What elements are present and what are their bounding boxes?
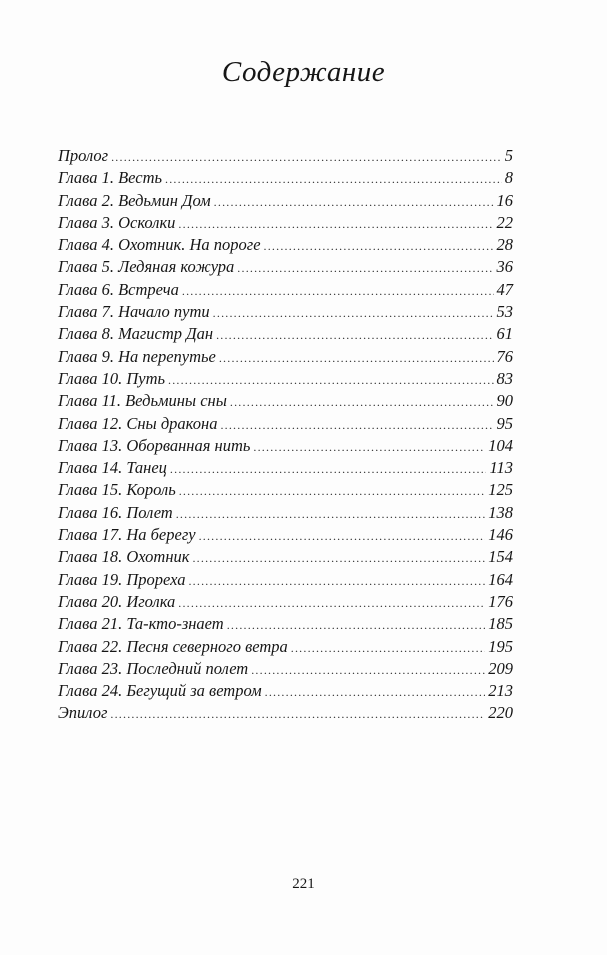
- toc-entry-page: 61: [496, 324, 513, 344]
- toc-entry-title: Глава 4. Охотник. На пороге: [58, 235, 261, 255]
- page-number: 221: [292, 876, 315, 892]
- dot-leader: [192, 547, 485, 569]
- dot-leader: [230, 391, 494, 413]
- toc-entry-title: Глава 24. Бегущий за ветром: [58, 681, 262, 701]
- toc-entry: [58, 613, 513, 635]
- dot-leader: [213, 302, 494, 324]
- toc-entry-title: Глава 22. Песня северного ветра: [58, 636, 288, 656]
- dot-leader: [253, 436, 485, 458]
- toc-entry-page: 16: [496, 190, 513, 210]
- toc-entry-title: Глава 5. Ледяная кожура: [58, 257, 235, 277]
- toc-entry-page: 220: [488, 703, 513, 723]
- toc-entry: [58, 323, 513, 345]
- toc-entry-page: 185: [488, 614, 513, 634]
- dot-leader: [220, 414, 493, 436]
- toc-entry: [58, 546, 513, 568]
- toc-entry-page: 28: [496, 235, 513, 255]
- toc-entry: [58, 145, 513, 167]
- toc-entry-title: Глава 13. Оборванная нить: [58, 435, 251, 455]
- toc-entry: [58, 368, 513, 390]
- toc-entry-page: 176: [488, 591, 513, 611]
- dot-leader: [110, 703, 485, 725]
- toc-entry-title: Глава 9. На перепутье: [58, 346, 216, 366]
- toc-entry-page: 5: [504, 146, 513, 165]
- toc-entry: [58, 413, 513, 435]
- toc-entry-page: 53: [496, 302, 513, 322]
- toc-entry-page: 47: [496, 279, 513, 299]
- toc-entry: [58, 702, 513, 724]
- dot-leader: [188, 570, 485, 592]
- toc-entry-page: 22: [496, 212, 513, 232]
- toc-entry-page: 90: [496, 391, 513, 411]
- toc-entry-title: Эпилог: [58, 703, 108, 723]
- dot-leader: [168, 369, 494, 391]
- toc-entry-title: Глава 19. Прореха: [58, 569, 186, 589]
- toc-entry: [58, 479, 513, 501]
- toc-entry-page: 195: [488, 636, 513, 656]
- toc-entry-title: Глава 15. Король: [58, 480, 176, 500]
- toc-entry-title: Глава 8. Магистр Дан: [58, 324, 214, 344]
- toc-entry-title: Глава 7. Начало пути: [58, 302, 210, 322]
- dot-leader: [219, 347, 494, 369]
- toc-entry-title: Глава 2. Ведьмин Дом: [58, 190, 211, 210]
- dot-leader: [199, 525, 486, 547]
- dot-leader: [264, 235, 494, 257]
- dot-leader: [111, 146, 502, 168]
- toc-entry: [58, 591, 513, 613]
- toc-entry: [58, 256, 513, 278]
- toc-entry: [58, 435, 513, 457]
- dot-leader: [227, 614, 486, 636]
- toc-entry-title: Глава 21. Та-кто-знает: [58, 614, 224, 634]
- toc-entry-page: 8: [504, 168, 513, 188]
- toc-entry: [58, 234, 513, 256]
- toc-entry-title: Глава 14. Танец: [58, 458, 167, 478]
- dot-leader: [170, 458, 487, 480]
- toc-entry: [58, 190, 513, 212]
- dot-leader: [176, 503, 486, 525]
- toc-entry-title: Глава 20. Иголка: [58, 591, 176, 611]
- toc-entry: [58, 636, 513, 658]
- toc-entry-title: Глава 3. Осколки: [58, 212, 176, 232]
- toc-entry-page: 104: [488, 435, 513, 455]
- dot-leader: [165, 168, 502, 190]
- toc-entry-title: Глава 17. На берегу: [58, 525, 196, 545]
- dot-leader: [178, 592, 485, 614]
- dot-leader: [178, 213, 493, 235]
- toc-entry: [58, 569, 513, 591]
- toc-entry-title: Глава 18. Охотник: [58, 547, 190, 567]
- toc-entry-page: 213: [488, 681, 513, 701]
- toc-entry-page: 95: [496, 413, 513, 433]
- toc-entry-page: 76: [496, 346, 513, 366]
- toc-entry-page: 83: [496, 368, 513, 388]
- toc-entry-page: 113: [489, 458, 513, 478]
- toc-entry-title: Глава 1. Весть: [58, 168, 163, 188]
- toc-entry: [58, 167, 513, 189]
- dot-leader: [265, 681, 486, 703]
- toc-entry-page: 146: [488, 525, 513, 545]
- dot-leader: [216, 324, 493, 346]
- toc-entry-title: Глава 23. Последний полет: [58, 658, 249, 678]
- dot-leader: [179, 480, 486, 502]
- toc-entry-page: 36: [496, 257, 513, 277]
- toc-entry-title: Глава 10. Путь: [58, 368, 165, 388]
- toc-entry: [58, 457, 513, 479]
- toc-entry-page: 154: [488, 547, 513, 567]
- dot-leader: [291, 637, 485, 659]
- toc-entry: [58, 346, 513, 368]
- dot-leader: [214, 191, 494, 213]
- toc-entry: [58, 680, 513, 702]
- dot-leader: [251, 659, 485, 681]
- toc-entry: [58, 524, 513, 546]
- toc-entry-title: Глава 11. Ведьмины сны: [58, 391, 227, 411]
- toc-entry: [58, 279, 513, 301]
- dot-leader: [182, 280, 494, 302]
- toc-entry: [58, 502, 513, 524]
- toc-entry-page: 164: [488, 569, 513, 589]
- page-title: Содержание: [221, 56, 386, 88]
- toc-entry-title: Пролог: [58, 146, 109, 165]
- dot-leader: [237, 257, 493, 279]
- toc-entry-title: Глава 6. Встреча: [58, 279, 179, 299]
- toc-entry-page: 209: [488, 658, 513, 678]
- table-of-contents: [58, 145, 513, 725]
- toc-entry: [58, 390, 513, 412]
- toc-entry-page: 125: [488, 480, 513, 500]
- toc-entry-page: 138: [488, 502, 513, 522]
- toc-entry: [58, 212, 513, 234]
- toc-entry-title: Глава 16. Полет: [58, 502, 173, 522]
- toc-entry: [58, 301, 513, 323]
- toc-entry-title: Глава 12. Сны дракона: [58, 413, 218, 433]
- toc-entry: [58, 658, 513, 680]
